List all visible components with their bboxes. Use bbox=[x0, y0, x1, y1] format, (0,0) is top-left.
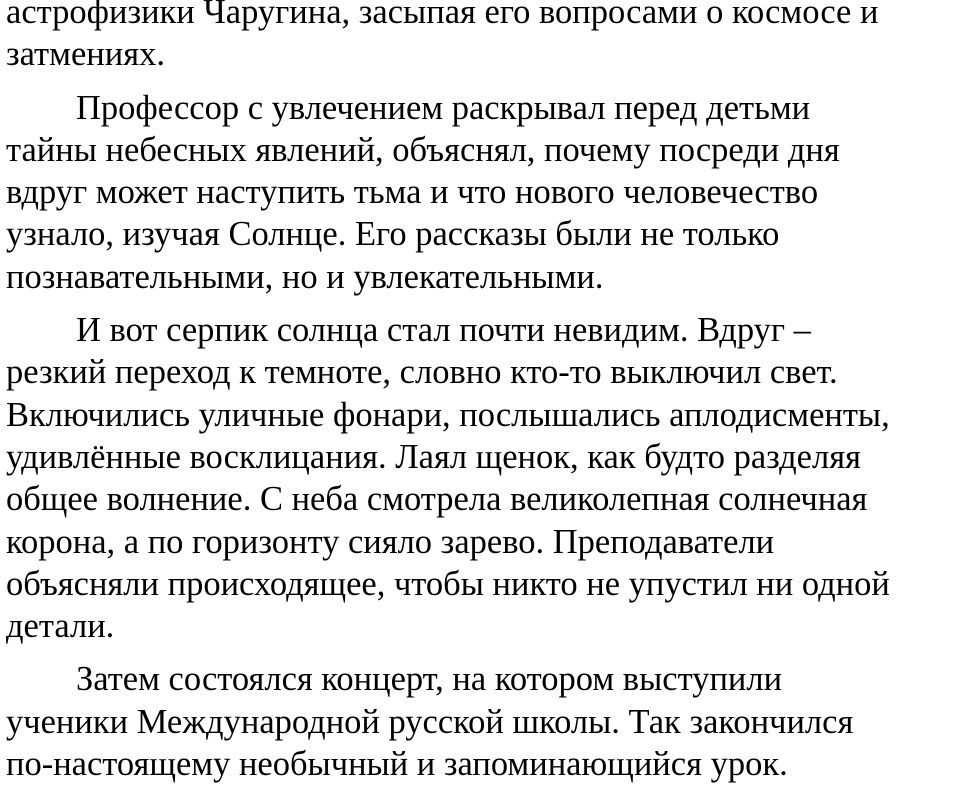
text-line: вдруг может наступить тьма и что нового человечество bbox=[6, 173, 819, 212]
text-line: Включились уличные фонари, послышались аплодисменты, bbox=[6, 395, 890, 434]
text-line: затмениях. bbox=[6, 35, 165, 74]
text-line: астрофизики Чаругина, засыпая его вопросами о космосе и bbox=[6, 0, 879, 31]
text-line: тайны небесных явлений, объяснял, почему посреди дня bbox=[6, 130, 840, 169]
text-line: Затем состоялся концерт, на котором выступили bbox=[76, 660, 783, 699]
text-line: корона, а по горизонту сияло зарево. Преподаватели bbox=[6, 522, 775, 561]
paragraph-1 bbox=[6, 0, 958, 76]
text-line: узнало, изучая Солнце. Его рассказы были не только bbox=[6, 215, 780, 254]
text-line: И вот серпик солнца стал почти невидим. Вдруг – bbox=[76, 311, 811, 350]
text-line: Профессор с увлечением раскрывал перед детьми bbox=[76, 88, 811, 127]
text-line: по-настоящему необычный и запоминающийся урок. bbox=[6, 745, 788, 784]
text-line: детали. bbox=[6, 607, 115, 646]
document-page bbox=[6, 0, 958, 796]
text-line: объясняли происходящее, чтобы никто не упустил ни одной bbox=[6, 564, 890, 603]
text-line: удивлённые восклицания. Лаял щенок, как будто разделяя bbox=[6, 437, 861, 476]
text-line: ученики Международной русской школы. Так закончился bbox=[6, 702, 854, 741]
text-line: общее волнение. С неба смотрела великолепная солнечная bbox=[6, 480, 868, 519]
text-line: познавательными, но и увлекательными. bbox=[6, 257, 604, 296]
paragraph-4 bbox=[6, 658, 958, 785]
paragraph-2 bbox=[6, 87, 958, 298]
text-line: резкий переход к темноте, словно кто-то выключил свет. bbox=[6, 353, 838, 392]
paragraph-3 bbox=[6, 309, 958, 647]
